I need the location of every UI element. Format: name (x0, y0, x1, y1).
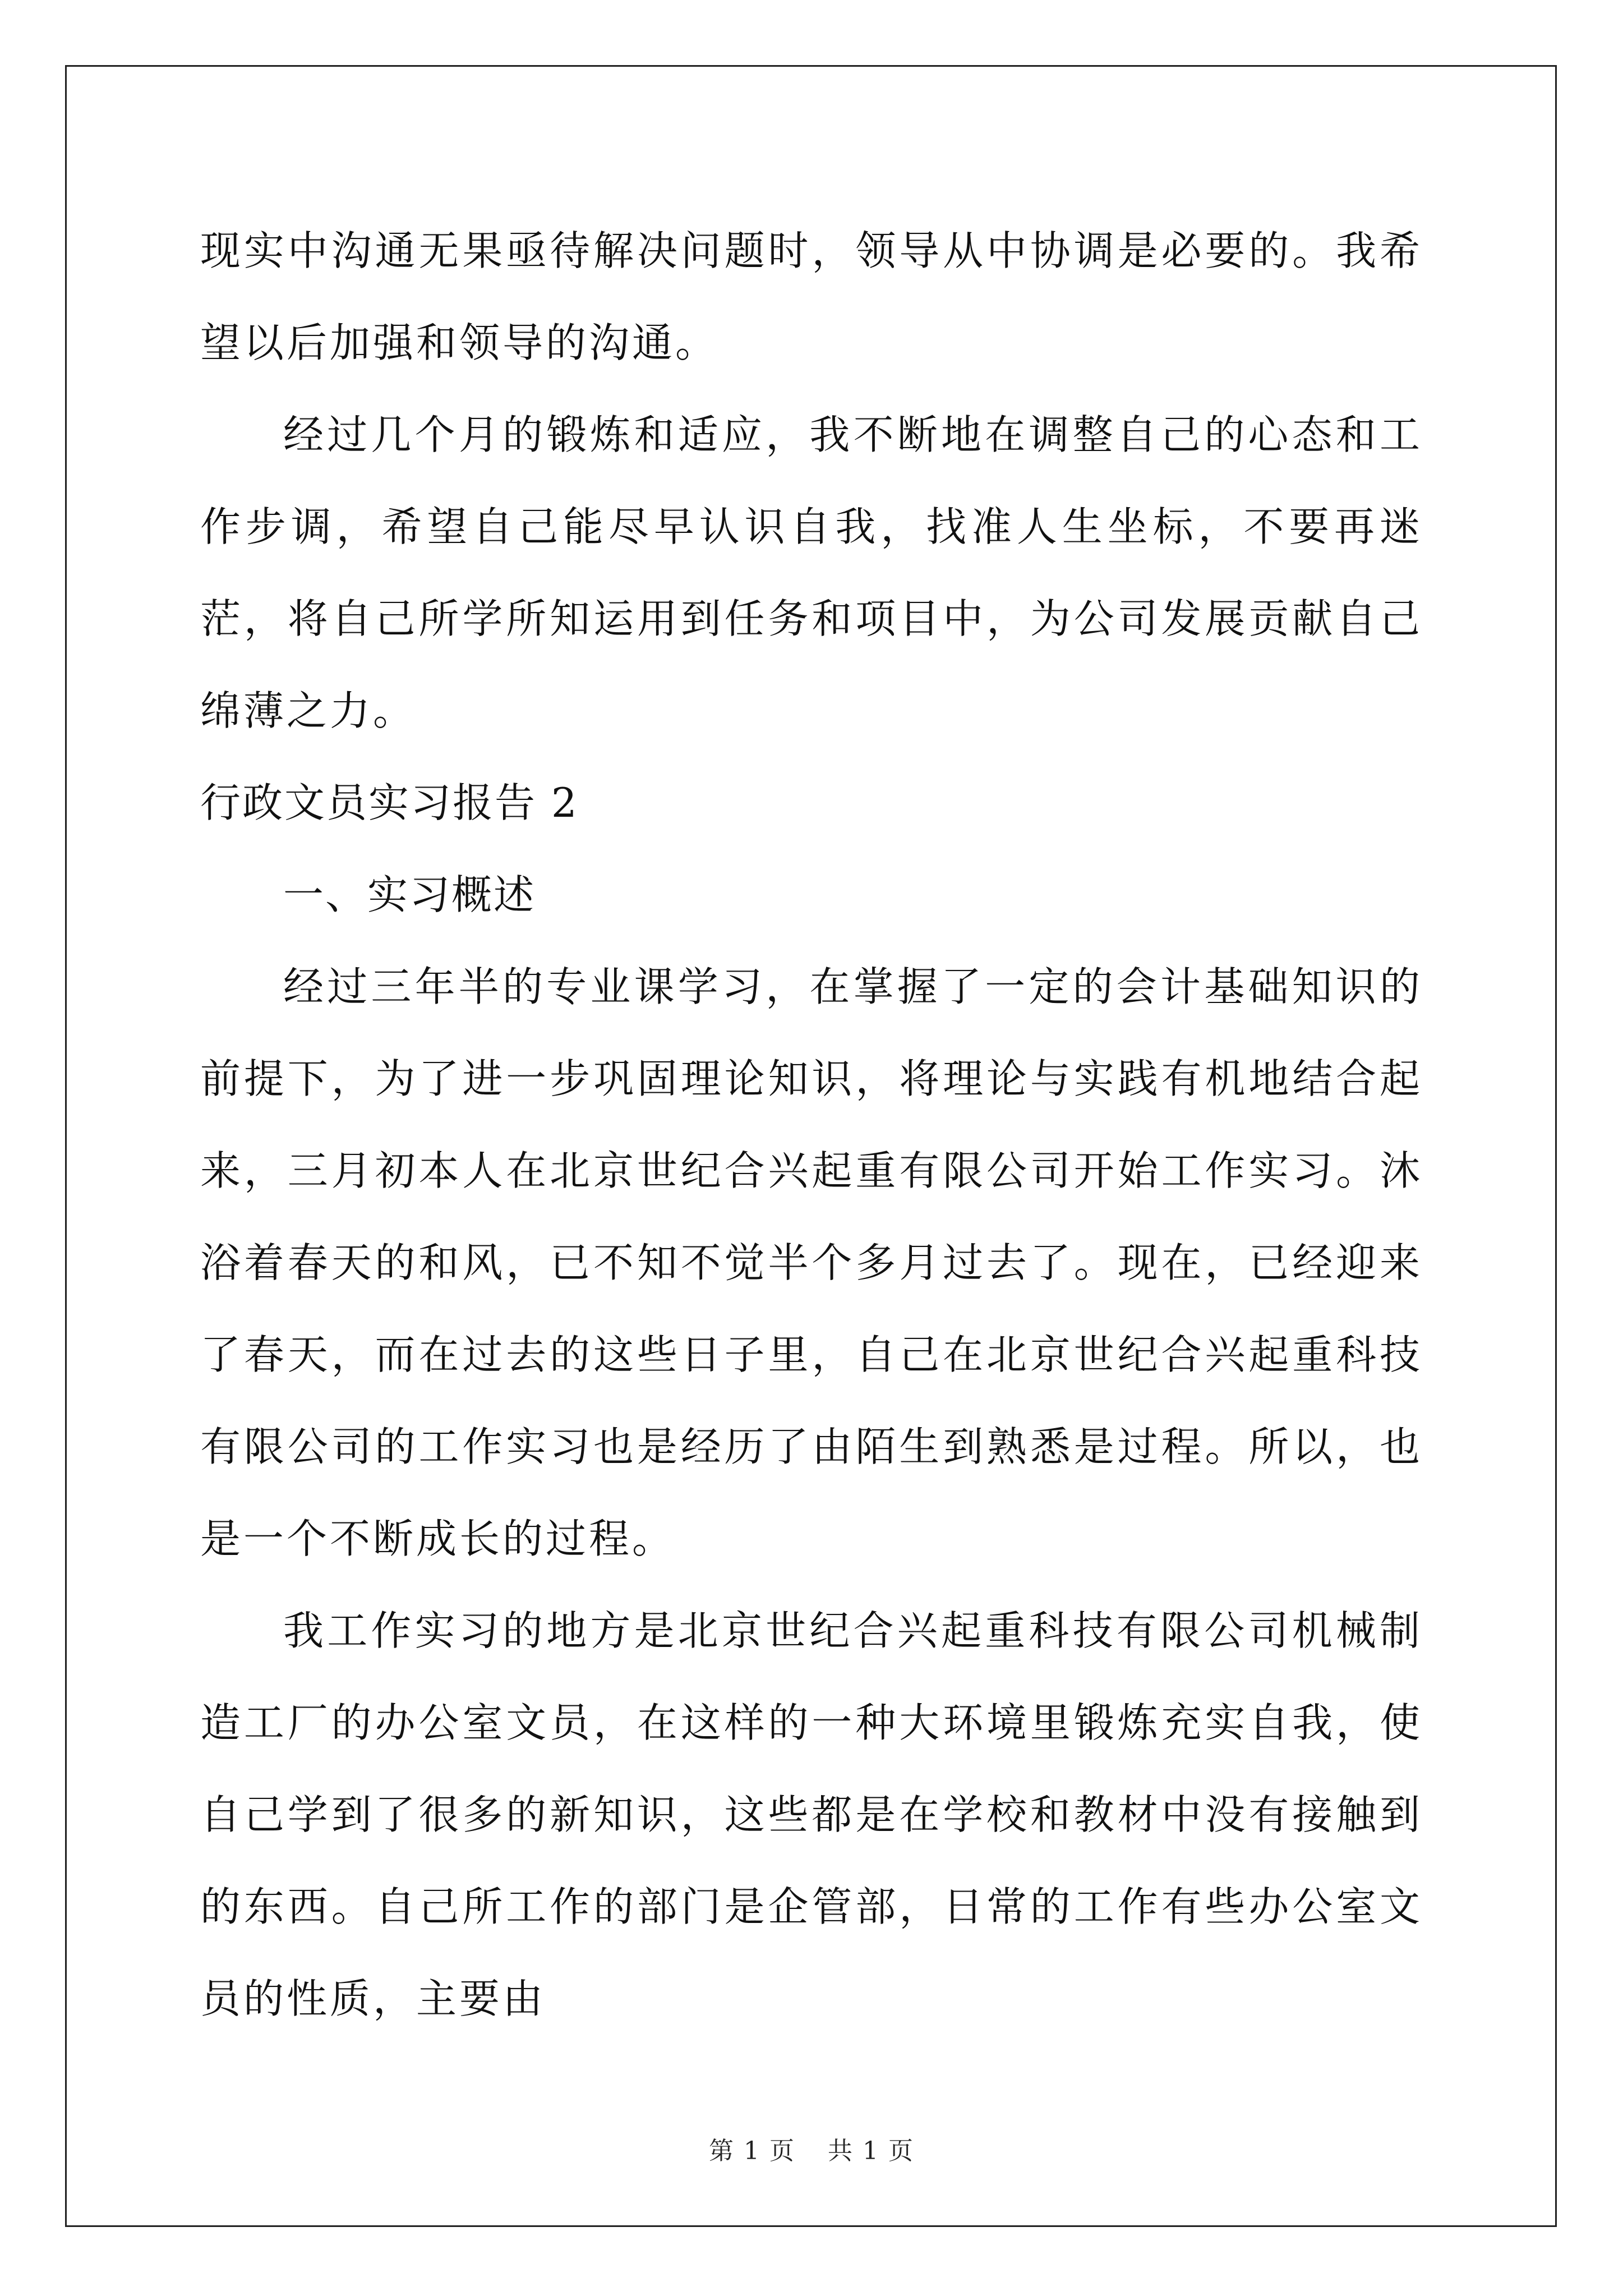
paragraph-reflection: 经过几个月的锻炼和适应，我不断地在调整自己的心态和工作步调，希望自己能尽早认识自我，找准人生坐标，不要再迷茫，将自己所学所知运用到任务和项目中，为公司发展贡献自己绵薄之力。 (200, 411, 1423, 734)
paragraph-workplace: 我工作实习的地方是北京世纪合兴起重科技有限公司机械制造工厂的办公室文员，在这样的一种大环境里锻炼充实自我，使自己学到了很多的新知识，这些都是在学校和教材中没有接触到的东西。自己所工作的部门是企管部，日常的工作有些办公室文员的性质，主要由 (200, 1607, 1423, 2022)
paragraph-overview: 经过三年半的专业课学习，在掌握了一定的会计基础知识的前提下，为了进一步巩固理论知识，将理论与实践有机地结合起来，三月初本人在北京世纪合兴起重有限公司开始工作实习。沐浴着春天的和风，已不知不觉半个多月过去了。现在，已经迎来了春天，而在过去的这些日子里，自己在北京世纪合兴起重科技有限公司的工作实习也是经历了由陌生到熟悉是过程。所以，也是一个不断成长的过程。 (200, 963, 1423, 1562)
document-body (200, 205, 1423, 2045)
page-number: 第 1 页 (709, 2137, 795, 2165)
report-title: 行政文员实习报告 2 (200, 779, 579, 826)
page-total: 共 1 页 (828, 2137, 914, 2165)
page-footer (0, 2131, 1623, 2166)
section-heading-overview: 一、实习概述 (283, 871, 536, 918)
paragraph-continuation: 现实中沟通无果亟待解决问题时，领导从中协调是必要的。我希望以后加强和领导的沟通。 (200, 227, 1423, 366)
